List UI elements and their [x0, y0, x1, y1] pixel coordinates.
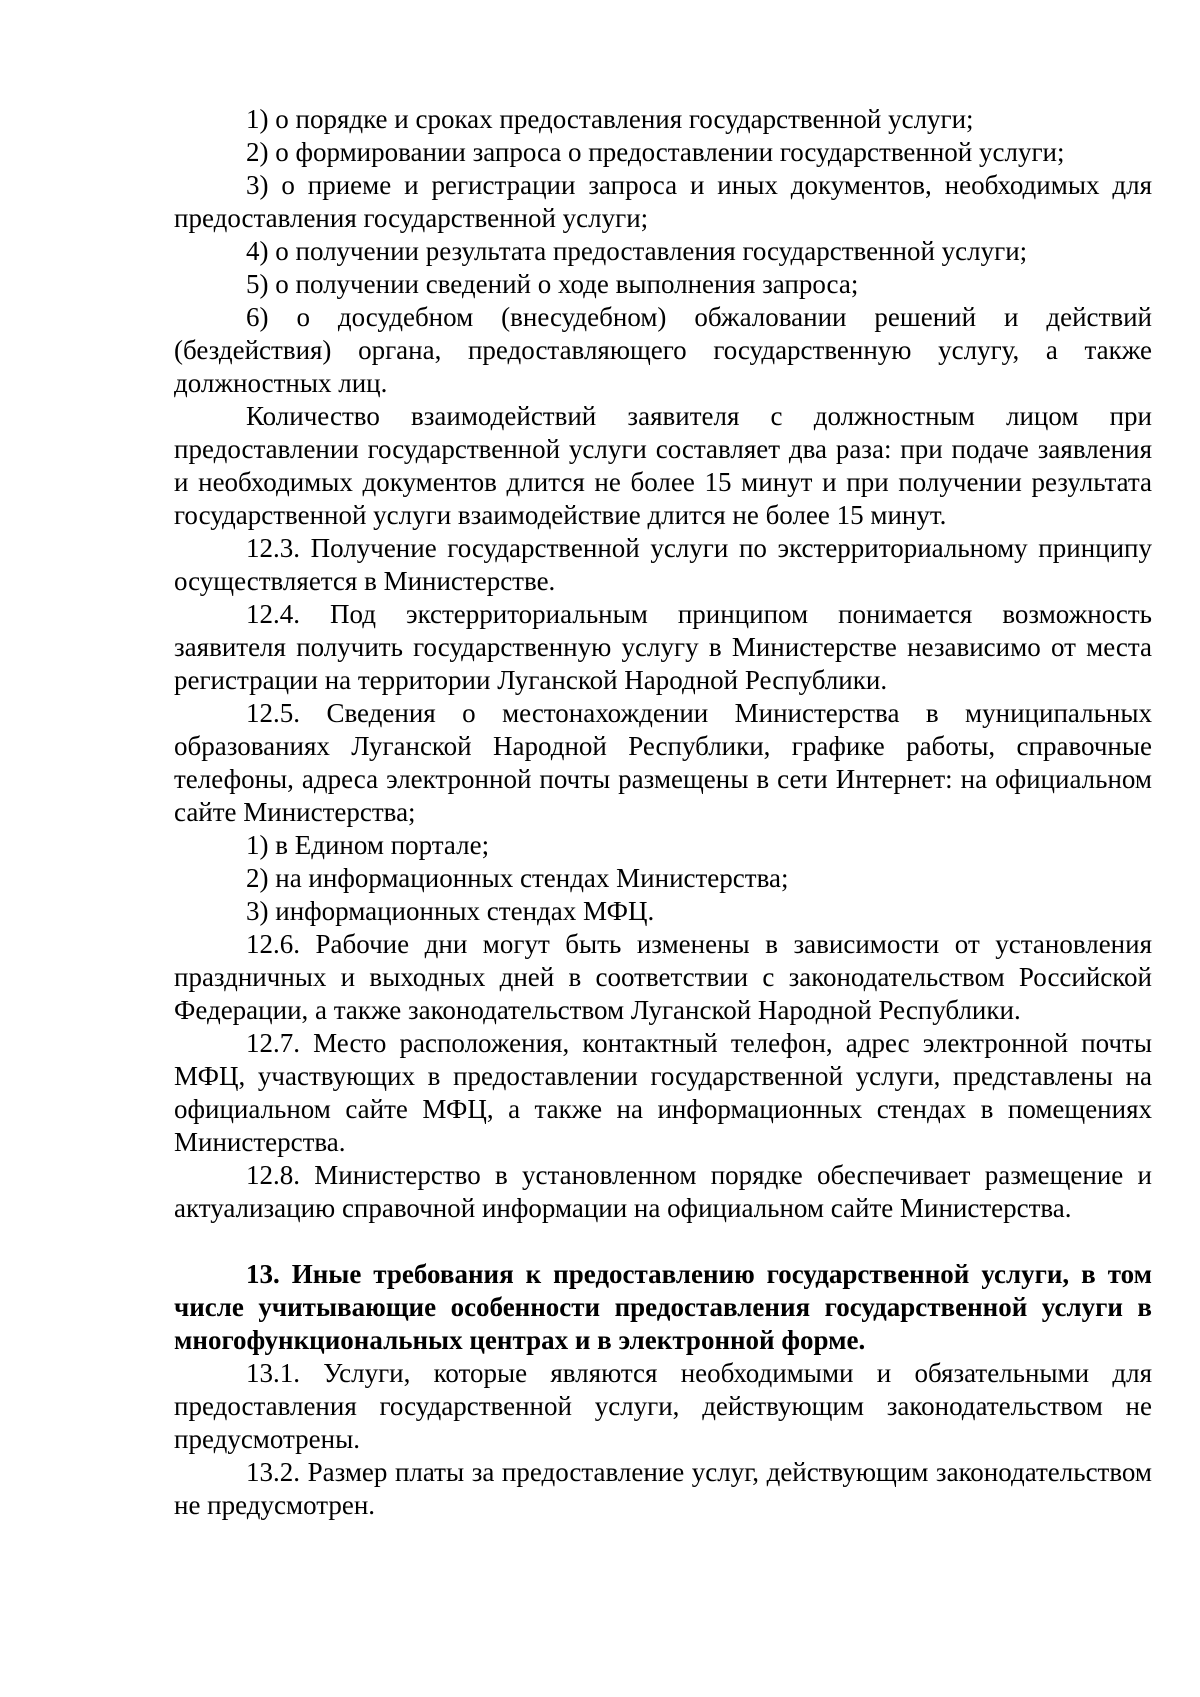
clause-12-7: 12.7. Место расположения, контактный телефон, адрес электронной почты МФЦ, участвующих в предоставлении государственной услуги, представлены на официальном сайте МФЦ, а также на информационных стендах в помещениях Министерства.: [174, 1028, 1152, 1157]
list-item-3: 3) о приеме и регистрации запроса и иных документов, необходимых для предоставления государственной услуги;: [174, 170, 1152, 233]
clause-12-5-item-1: 1) в Едином портале;: [246, 830, 490, 860]
list-item-6: 6) о досудебном (внесудебном) обжаловании решений и действий (бездействия) органа, предоставляющего государственную услугу, а также должностных лиц.: [174, 302, 1152, 398]
list-item-4: 4) о получении результата предоставления государственной услуги;: [246, 236, 1028, 266]
document-page: [174, 103, 1152, 1522]
clause-12-3: 12.3. Получение государственной услуги по экстерриториальному принципу осуществляется в Министерстве.: [174, 533, 1152, 596]
clause-12-5-item-2: 2) на информационных стендах Министерства;: [246, 863, 789, 893]
clause-12-5: 12.5. Сведения о местонахождении Министерства в муниципальных образованиях Луганской Народной Республики, графике работы, справочные телефоны, адреса электронной почты размещены в сети Интернет: на официальном сайте Министерства;: [174, 698, 1152, 827]
clause-12-5-item-3: 3) информационных стендах МФЦ.: [246, 896, 655, 926]
interaction-count-paragraph: Количество взаимодействий заявителя с должностным лицом при предоставлении государственной услуги составляет два раза: при подаче заявления и необходимых документов длится не более 15 минут и при получении результата государственной услуги взаимодействие длится не более 15 минут.: [174, 401, 1152, 530]
list-item-2: 2) о формировании запроса о предоставлении государственной услуги;: [246, 137, 1065, 167]
clause-12-4: 12.4. Под экстерриториальным принципом понимается возможность заявителя получить государственную услугу в Министерстве независимо от места регистрации на территории Луганской Народной Республики.: [174, 599, 1152, 695]
clause-13-1: 13.1. Услуги, которые являются необходимыми и обязательными для предоставления государственной услуги, действующим законодательством не предусмотрены.: [174, 1358, 1152, 1454]
list-item-5: 5) о получении сведений о ходе выполнения запроса;: [246, 269, 859, 299]
section-13-heading: 13. Иные требования к предоставлению государственной услуги, в том числе учитывающие особенности предоставления государственной услуги в многофункциональных центрах и в электронной форме.: [174, 1259, 1152, 1355]
list-item-1: 1) о порядке и сроках предоставления государственной услуги;: [246, 104, 974, 134]
clause-12-8: 12.8. Министерство в установленном порядке обеспечивает размещение и актуализацию справочной информации на официальном сайте Министерства.: [174, 1160, 1152, 1223]
clause-12-6: 12.6. Рабочие дни могут быть изменены в зависимости от установления праздничных и выходных дней в соответствии с законодательством Российской Федерации, а также законодательством Луганской Народной Республики.: [174, 929, 1152, 1025]
clause-13-2: 13.2. Размер платы за предоставление услуг, действующим законодательством не предусмотрен.: [174, 1457, 1152, 1520]
